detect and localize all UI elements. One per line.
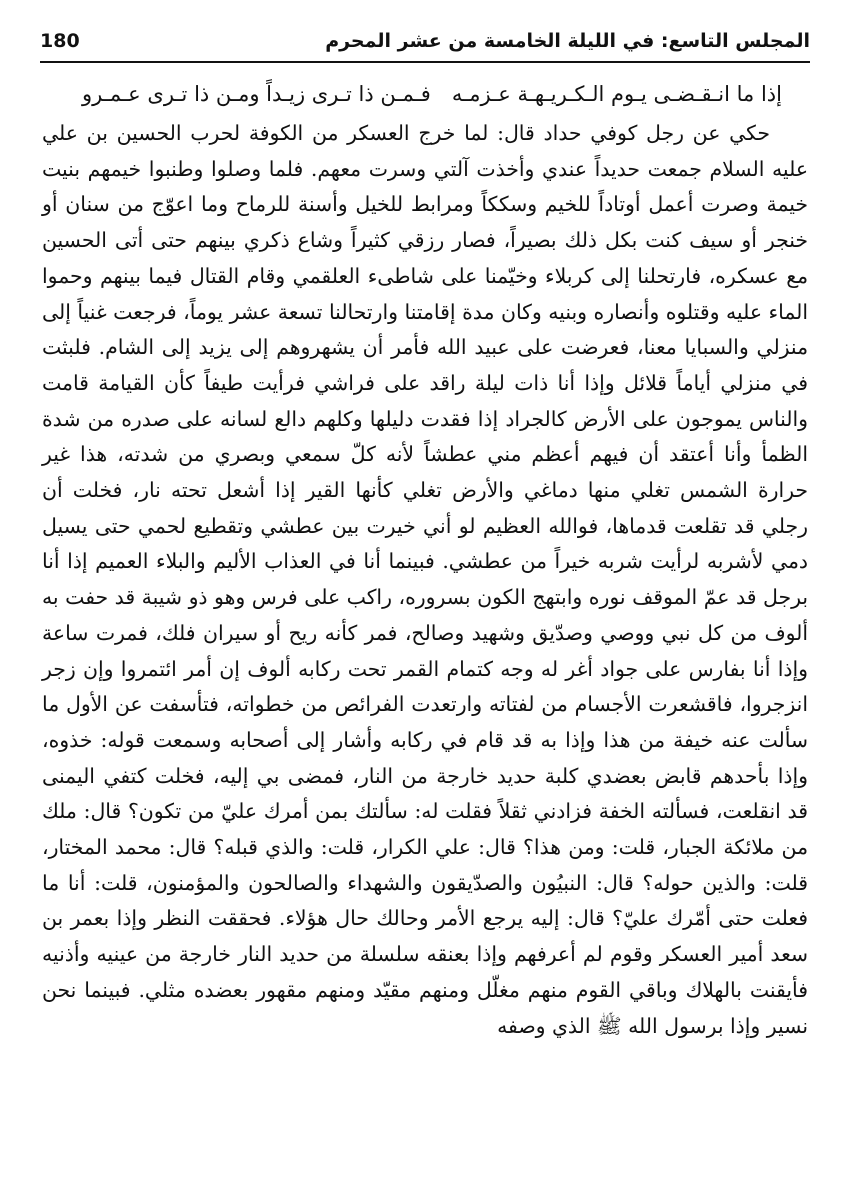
verse-second-hemistich: فـمـن ذا تـرى زيـداً ومـن ذا تـرى عـمـرو	[82, 82, 431, 106]
text-paragraph: حكي عن رجل كوفي حداد قال: لما خرج العسكر من الكوفة لحرب الحسين بن علي عليه السلام جمعت حديداً عندي وأخذت آلتي وسرت معهم. فلما وصلوا وطنبوا خيمهم بنيت خيمة وصرت أعمل أوتاداً للخيم وسككاً ومرابط للخيل وأسنة للرماح وما اعوّج من سنان أو خنجر أو سيف كنت بكل ذلك بصيراً، فصار رزقي كثيراً وشاع ذكري بينهم حتى أتى الحسين مع عسكره، فارتحلنا إلى كربلاء وخيّمنا على شاطىء العلقمي وقام القتال فيما بينهم وحموا الماء عليه وقتلوه وأنصاره وبنيه وكان مدة إقامتنا وارتحالنا تسعة عشر يوماً، فرجعت غنياً إلى منزلي والسبايا معنا، فعرضت على عبيد الله فأمر أن يشهروهم إلى يزيد إلى الشام. فلبثت في منزلي أياماً قلائل وإذا أنا ذات ليلة راقد على فراشي فرأيت طيفاً كأن القيامة قامت والناس يموجون على الأرض كالجراد إذا فقدت دليلها وكلهم دالع لسانه على صدره من شدة الظمأ وأنا أعتقد أن فيهم أعظم مني عطشاً لأنه كلّ سمعي وبصري من شدته، هذا غير حرارة الشمس تغلي منها دماغي والأرض تغلي كأنها القير إذا أشعل تحته نار، فخلت أن رجلي قد تقلعت قدماها، فوالله العظيم لو أني خيرت بين عطشي وتقطيع لحمي حتى يسيل دمي لأشربه لرأيت شربه خيراً من عطشي. فبينما أنا في العذاب الأليم والبلاء العميم إذا أنا برجل قد عمّ الموقف نوره وابتهج الكون بسروره، راكب على فرس وهو ذو شيبة قد حفت به ألوف من كل نبي ووصي وصدّيق وشهيد وصالح، فمر كأنه ريح أو سيران فلك، فمرت ساعة وإذا أنا بفارس على جواد أغر له وجه كتمام القمر تحت ركابه ألوف إن أمر ائتمروا وإن زجر انزجروا، فاقشعرت الأجسام من لفتاته وارتعدت الفرائص من خطواته، فتأسفت عن الأول ما سألت عنه خيفة من هذا وإذا به قد قام في ركابه وأشار إلى أصحابه وسمعت قوله: خذوه، وإذا بأحدهم قابض بعضدي كلبة حديد خارجة من النار، فمضى بي إليه، فخلت كتفي اليمنى قد انقلعت، فسألته الخفة فزادني ثقلاً فقلت له: سألتك بمن أمرك عليّ من تكون؟ قال: ملك من ملائكة الجبار، قلت: ومن هذا؟ قال: علي الكرار، قلت: والذي قبله؟ قال: محمد المختار، قلت: والذين حوله؟ قال: النبيُون والصدّيقون والشهداء والصالحون والمؤمنون، قلت: أنا ما فعلت حتى أمّرك عليّ؟ قال: إليه يرجع الأمر وحالك حال هؤلاء. فحققت النظر وإذا بعمر بن سعد أمير العسكر وقوم لم أعرفهم وإذا بعنقه سلسلة من حديد النار خارجة من عينيه وأذنيه فأيقنت بالهلاك وباقي القوم منهم مغلّل ومنهم مقيّد ومنهم مقهور بعضده مثلي. فبينما نحن نسير وإذا برسول الله ﷺ الذي وصفه	[42, 121, 808, 1038]
chapter-title: المجلس التاسع: في الليلة الخامسة من عشر المحرم	[325, 30, 810, 52]
poetry-verse	[82, 76, 782, 112]
verse-first-hemistich: إذا ما انـقـضـى يـوم الـكـريـهـة عـزمـه	[451, 82, 782, 106]
header-divider	[40, 61, 810, 63]
running-header	[40, 28, 810, 60]
main-text	[42, 116, 808, 1044]
page-number: 180	[40, 30, 80, 52]
